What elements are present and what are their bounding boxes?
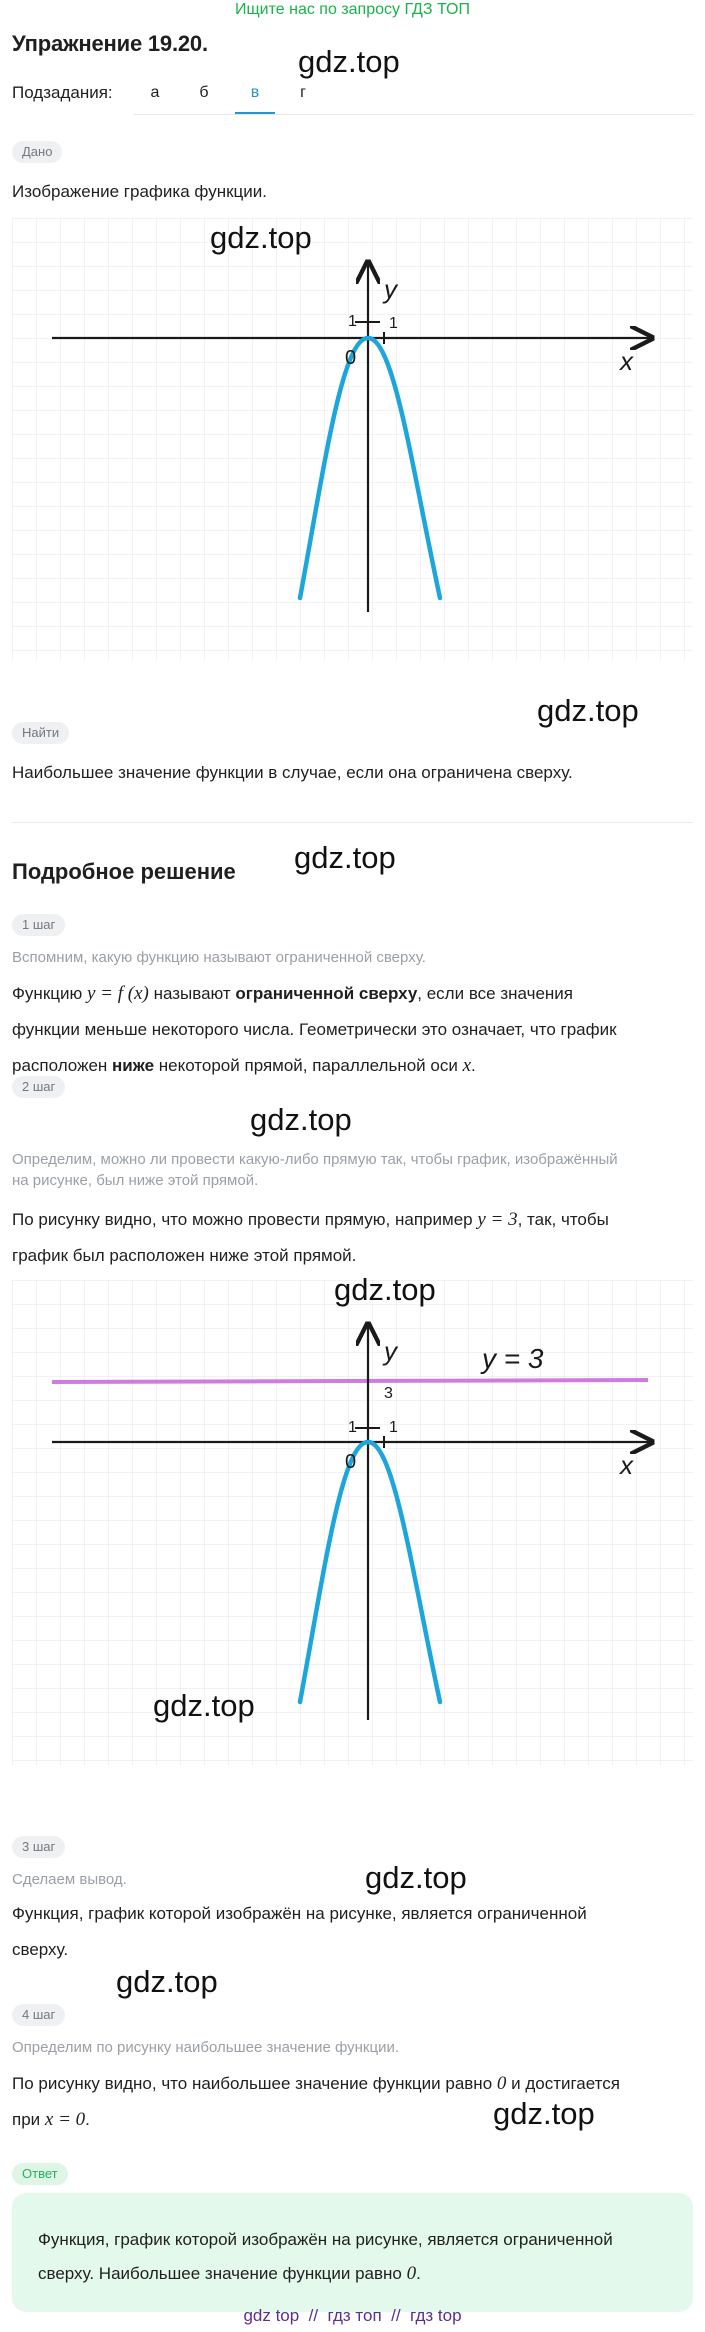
math-formula: 0 — [496, 2073, 507, 2094]
watermark: gdz.top — [250, 1102, 352, 1137]
y-tick-label: 1 — [348, 313, 357, 330]
x-tick-label: 1 — [389, 315, 398, 332]
step-2-chip: 2 шаг — [12, 1076, 65, 1098]
line-y-3 — [52, 1380, 648, 1382]
y-axis-label: y — [384, 274, 397, 304]
watermark: gdz.top — [537, 693, 639, 728]
answer-line-2 — [38, 2257, 678, 2291]
step-2-note-2: на рисунке, был ниже этой прямой. — [12, 1172, 259, 1189]
watermark: gdz.top — [153, 1688, 255, 1723]
text-fragment: сверху. Наибольшее значение функции равно — [38, 2264, 407, 2283]
x-axis-label: x — [620, 346, 633, 376]
promo-banner[interactable]: Ищите нас по запросу ГДЗ ТОП — [235, 1, 470, 18]
y-axis-label: y — [384, 1336, 397, 1366]
watermark: gdz.top — [116, 1964, 218, 1999]
step-1-line-1 — [12, 976, 573, 1012]
watermark: gdz.top — [365, 1860, 467, 1895]
find-text: Наибольшее значение функции в случае, если она ограничена сверху. — [12, 763, 573, 782]
answer-chip: Ответ — [12, 2163, 68, 2185]
section-divider — [12, 822, 693, 823]
tab-a[interactable]: а — [150, 84, 160, 101]
given-text: Изображение графика функции. — [12, 182, 267, 201]
subtasks-label: Подзадания: — [12, 83, 113, 102]
function-graph — [12, 218, 693, 660]
text-fragment: , так, чтобы — [517, 1210, 609, 1229]
tab-g[interactable]: г — [300, 84, 306, 101]
watermark: gdz.top — [298, 44, 400, 79]
step-2-note-1: Определим, можно ли провести какую-либо прямую так, чтобы график, изображённый — [12, 1151, 618, 1168]
text-fragment: называют — [148, 984, 236, 1003]
step-1-line-2: функции меньше некоторого числа. Геометрически это означает, что график — [12, 1020, 617, 1039]
math-formula: x — [462, 1055, 471, 1076]
answer-text — [38, 2223, 678, 2291]
step-3-chip: 3 шаг — [12, 1836, 65, 1858]
find-chip: Найти — [12, 722, 69, 744]
math-formula: x = 0 — [44, 2109, 86, 2130]
watermark: gdz.top — [210, 220, 312, 255]
text-fragment: По рисунку видно, что можно провести прямую, например — [12, 1210, 478, 1229]
text-fragment: . — [85, 2110, 90, 2129]
answer-line-1: Функция, график которой изображён на рисунке, является ограниченной — [38, 2230, 613, 2249]
math-formula: 0 — [406, 2263, 417, 2284]
text-fragment: . — [416, 2264, 421, 2283]
given-chip: Дано — [12, 141, 62, 163]
step-3-line-1: Функция, график которой изображён на рисунке, является ограниченной — [12, 1904, 587, 1923]
watermark: gdz.top — [334, 1272, 436, 1307]
step-1-note: Вспомним, какую функцию называют ограниченной сверху. — [12, 949, 426, 966]
y-tick-label: 1 — [348, 1419, 357, 1436]
text-fragment: По рисунку видно, что наибольшее значение функции равно — [12, 2074, 497, 2093]
text-fragment: Функцию — [12, 984, 87, 1003]
tab-b[interactable]: б — [199, 84, 209, 101]
answer-box — [12, 2193, 693, 2312]
watermark: gdz.top — [294, 840, 396, 875]
text-fragment: расположен — [12, 1056, 113, 1075]
step-4-chip: 4 шаг — [12, 2004, 65, 2026]
solution-title: Подробное решение — [12, 859, 236, 884]
x-axis-label: x — [620, 1450, 633, 1480]
bold-term: ограниченной сверху — [235, 984, 418, 1003]
watermark: gdz.top — [493, 2096, 595, 2131]
step-1-line-3 — [12, 1048, 476, 1084]
text-fragment: при — [12, 2110, 45, 2129]
tab-v[interactable]: в — [235, 78, 275, 114]
math-formula: y = f (x) — [86, 983, 149, 1004]
step-2-line-2: график был расположен ниже этой прямой. — [12, 1246, 357, 1265]
text-fragment: некоторой прямой, параллельной оси — [154, 1056, 463, 1075]
line-tick-label: 3 — [384, 1385, 393, 1402]
text-fragment: . — [471, 1056, 476, 1075]
subtask-tabs — [133, 78, 693, 115]
function-graph-with-line — [12, 1280, 693, 1766]
step-3-note: Сделаем вывод. — [12, 1871, 127, 1888]
step-2-line-1 — [12, 1202, 609, 1238]
line-label: y = 3 — [482, 1343, 544, 1374]
step-1-chip: 1 шаг — [12, 914, 65, 936]
x-tick-label: 1 — [389, 1419, 398, 1436]
math-formula: y = 3 — [477, 1209, 518, 1230]
step-3-line-2: сверху. — [12, 1940, 69, 1959]
text-fragment: и достигается — [506, 2074, 620, 2093]
footer-links[interactable]: gdz top // гдз топ // гдз top — [243, 2306, 462, 2325]
origin-label: 0 — [345, 1451, 357, 1473]
step-4-line-2 — [12, 2102, 90, 2138]
page-title: Упражнение 19.20. — [12, 31, 208, 56]
bold-term: ниже — [112, 1056, 155, 1075]
step-4-note: Определим по рисунку наибольшее значение функции. — [12, 2039, 399, 2056]
text-fragment: , если все значения — [417, 984, 574, 1003]
origin-label: 0 — [345, 347, 357, 369]
